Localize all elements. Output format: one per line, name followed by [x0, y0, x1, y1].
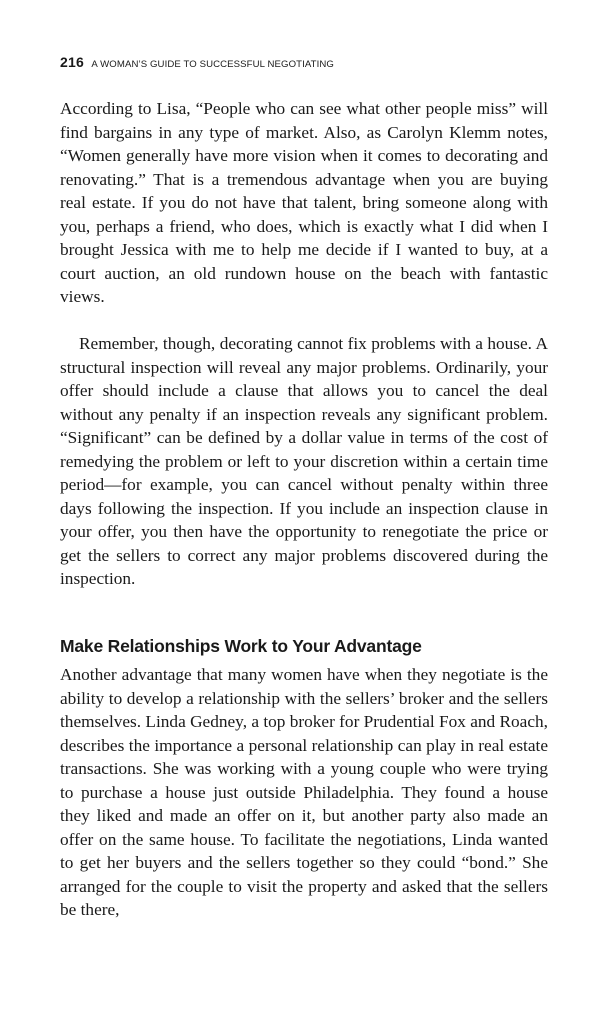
paragraph: Remember, though, decorating cannot fix problems with a house. A structural inspection will reveal any major problems. Ordinarily, your offer should include a clause that allows you to cancel the deal without any penalty if an inspection reveals any significant problem. “Significant” can be defined by a dollar value in terms of the cost of remedying the problem or left to your discretion within a certain time period—for example, you can cancel without penalty within three days following the inspection. If you include an inspection clause in your offer, you then have the opportunity to renegotiate the price or get the sellers to correct any major problems discovered during the inspection.	[60, 334, 548, 588]
section-heading: Make Relationships Work to Your Advantage	[60, 636, 422, 656]
paragraph: According to Lisa, “People who can see what other people miss” will find bargains in any type of market. Also, as Carolyn Klemm notes, “Women generally have more vision when it comes to decorating and renovating.” That is a tremendous advantage when you are buying real estate. If you do not have that talent, bring someone along with you, perhaps a friend, who does, which is exactly what I did when I brought Jessica with me to help me decide if I wanted to buy, at a court auction, an old rundown house on the beach with fantastic views.	[60, 99, 548, 306]
running-head	[60, 54, 334, 72]
book-title: A WOMAN’S GUIDE TO SUCCESSFUL NEGOTIATING	[91, 59, 334, 70]
page-number: 216	[60, 54, 84, 70]
paragraph: Another advantage that many women have when they negotiate is the ability to develop a relationship with the sellers’ broker and the sellers themselves. Linda Gedney, a top broker for Prudential Fox and Roach, describes the importance a personal relationship can play in real estate transactions. She was working with a young couple who were trying to purchase a house just outside Philadelphia. They found a house they liked and made an offer on it, but another party also made an offer on the same house. To facilitate the negotiations, Linda wanted to get her buyers and the sellers together so they could “bond.” She arranged for the couple to visit the property and asked that the sellers be there,	[60, 665, 548, 919]
